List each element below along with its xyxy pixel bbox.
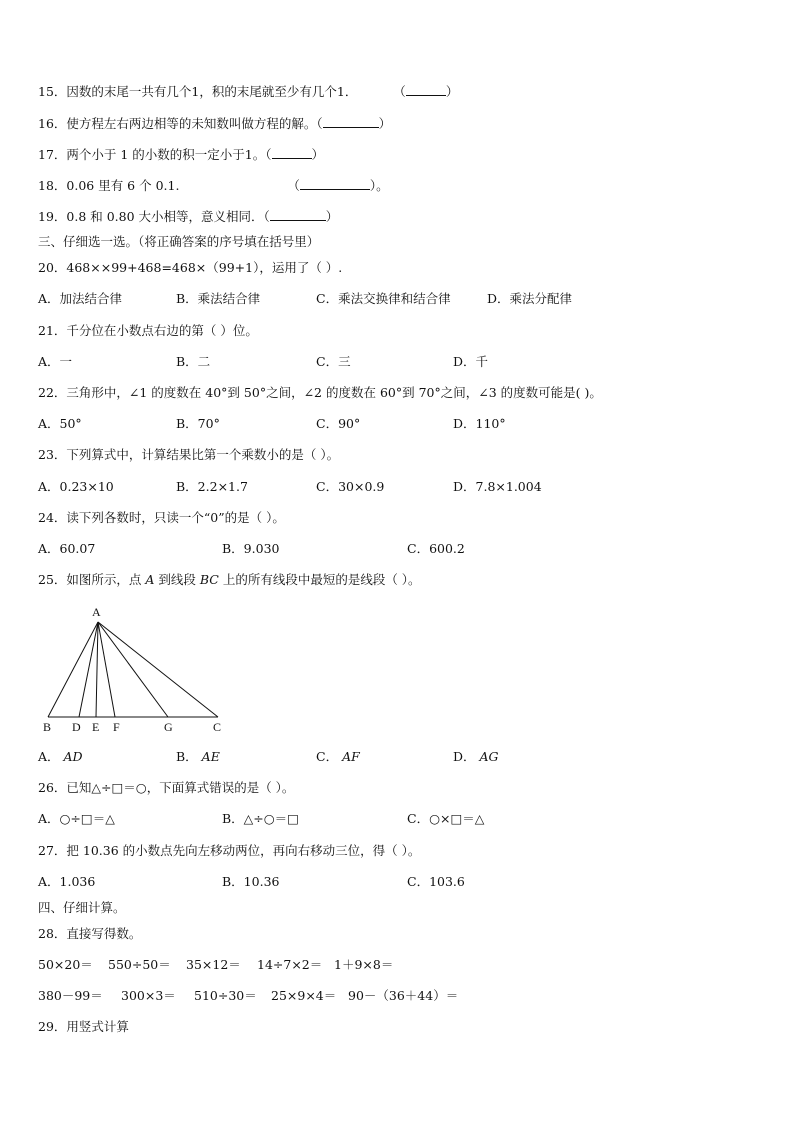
option-d[interactable]: D．110° (453, 416, 506, 431)
question-15-text: 15．因数的末尾一共有几个1，积的末尾就至少有几个1． (38, 84, 358, 99)
label-a: A (92, 605, 101, 619)
calc-item[interactable]: 510÷30＝ (194, 988, 257, 1003)
question-16: 16．使方程左右两边相等的未知数叫做方程的解。（ ） (38, 116, 392, 131)
question-19: 19．0.8 和 0.80 大小相等，意义相同．（ ） (38, 209, 339, 224)
option-c[interactable]: C．30×0.9 (316, 479, 385, 494)
option-b[interactable]: B．2.2×1.7 (176, 479, 248, 494)
question-24: 24．读下列各数时，只读一个“0”的是（ ）。 (38, 510, 285, 525)
option-a[interactable]: A．加法结合律 (38, 291, 123, 306)
option-c[interactable]: C．○×□＝△ (407, 811, 485, 826)
segment-af (98, 622, 115, 717)
segment-bc-label: BC (199, 572, 219, 587)
question-27: 27．把 10.36 的小数点先向左移动两位，再向右移动三位，得（ ）。 (38, 843, 421, 858)
label-g: G (164, 720, 173, 734)
calc-item[interactable]: 25×9×4＝ (271, 988, 337, 1003)
label-b: B (43, 720, 52, 734)
option-a[interactable]: A．0.23×10 (38, 479, 114, 494)
question-17: 17．两个小于 1 的小数的积一定小于1。（ ） (38, 147, 325, 162)
question-21: 21．千分位在小数点右边的第（ ）位。 (38, 323, 258, 338)
option-b[interactable]: B．乘法结合律 (176, 291, 261, 306)
segment-ab (48, 622, 98, 717)
calc-item[interactable]: 1＋9×8＝ (334, 957, 394, 972)
option-d[interactable]: D． AG (453, 749, 499, 764)
answer-blank[interactable] (323, 115, 379, 128)
option-a[interactable]: A．一 (38, 354, 73, 369)
option-a[interactable]: A．1.036 (38, 874, 96, 889)
option-b[interactable]: B． AE (176, 749, 220, 764)
calc-item[interactable]: 300×3＝ (121, 988, 176, 1003)
option-b[interactable]: B．△÷○＝□ (222, 811, 299, 826)
option-a[interactable]: A． AD (38, 749, 83, 764)
option-d[interactable]: D．乘法分配律 (487, 291, 573, 306)
option-c[interactable]: C．三 (316, 354, 351, 369)
question-17-text: 17．两个小于 1 的小数的积一定小于1。（ (38, 147, 272, 162)
section-4-heading: 四、仔细计算。 (38, 900, 126, 915)
question-16-text: 16．使方程左右两边相等的未知数叫做方程的解。（ (38, 116, 323, 131)
calc-item[interactable]: 14÷7×2＝ (257, 957, 323, 972)
label-c: C (213, 720, 222, 734)
option-c[interactable]: C． AF (316, 749, 360, 764)
option-a[interactable]: A．60.07 (38, 541, 96, 556)
answer-blank[interactable] (272, 146, 312, 159)
calc-item[interactable]: 90－（36＋44）＝ (348, 988, 459, 1003)
label-f: F (113, 720, 120, 734)
option-b[interactable]: B．9.030 (222, 541, 280, 556)
option-d[interactable]: D．千 (453, 354, 489, 369)
question-28: 28．直接写得数。 (38, 926, 142, 941)
option-c[interactable]: C．103.6 (407, 874, 465, 889)
question-26: 26．已知△÷□＝○，下面算式错误的是（ ）。 (38, 780, 295, 795)
question-29: 29．用竖式计算 (38, 1019, 129, 1034)
calc-item[interactable]: 550÷50＝ (108, 957, 171, 972)
option-c[interactable]: C．乘法交换律和结合律 (316, 291, 451, 306)
option-a[interactable]: A．○÷□＝△ (38, 811, 115, 826)
answer-blank[interactable] (406, 83, 446, 96)
question-15: 15．因数的末尾一共有几个1，积的末尾就至少有几个1． （ ） (38, 84, 459, 99)
segment-ad (79, 622, 98, 717)
question-18-text: 18．0.06 里有 6 个 0.1. (38, 178, 180, 193)
segment-ae (96, 622, 98, 717)
label-e: E (92, 720, 100, 734)
option-c[interactable]: C．600.2 (407, 541, 465, 556)
calc-item[interactable]: 35×12＝ (186, 957, 241, 972)
question-20: 20．468××99+468=468×（99+1），运用了（ ）. (38, 260, 343, 275)
section-3-heading: 三、仔细选一选。（将正确答案的序号填在括号里） (38, 234, 320, 249)
option-a[interactable]: A．50° (38, 416, 82, 431)
question-19-text: 19．0.8 和 0.80 大小相等，意义相同．（ (38, 209, 270, 224)
answer-blank[interactable] (300, 177, 370, 190)
option-b[interactable]: B．70° (176, 416, 220, 431)
calc-item[interactable]: 50×20＝ (38, 957, 93, 972)
question-18: 18．0.06 里有 6 个 0.1. （ ）。 (38, 178, 389, 193)
answer-blank[interactable] (270, 208, 326, 221)
label-d: D (72, 720, 81, 734)
option-d[interactable]: D．7.8×1.004 (453, 479, 542, 494)
option-b[interactable]: B．10.36 (222, 874, 280, 889)
point-a-label: A (145, 572, 155, 587)
triangle-figure (30, 600, 230, 740)
option-c[interactable]: C．90° (316, 416, 361, 431)
option-b[interactable]: B．二 (176, 354, 211, 369)
calc-item[interactable]: 380－99＝ (38, 988, 103, 1003)
question-23: 23．下列算式中，计算结果比第一个乘数小的是（ ）。 (38, 447, 340, 462)
question-25: 25．如图所示，点 A 到线段 BC 上的所有线段中最短的是线段（ ）。 (38, 572, 421, 587)
question-22: 22．三角形中，∠1 的度数在 40°到 50°之间，∠2 的度数在 60°到 70°之间，∠3 的度数可能是( )。 (38, 385, 602, 400)
